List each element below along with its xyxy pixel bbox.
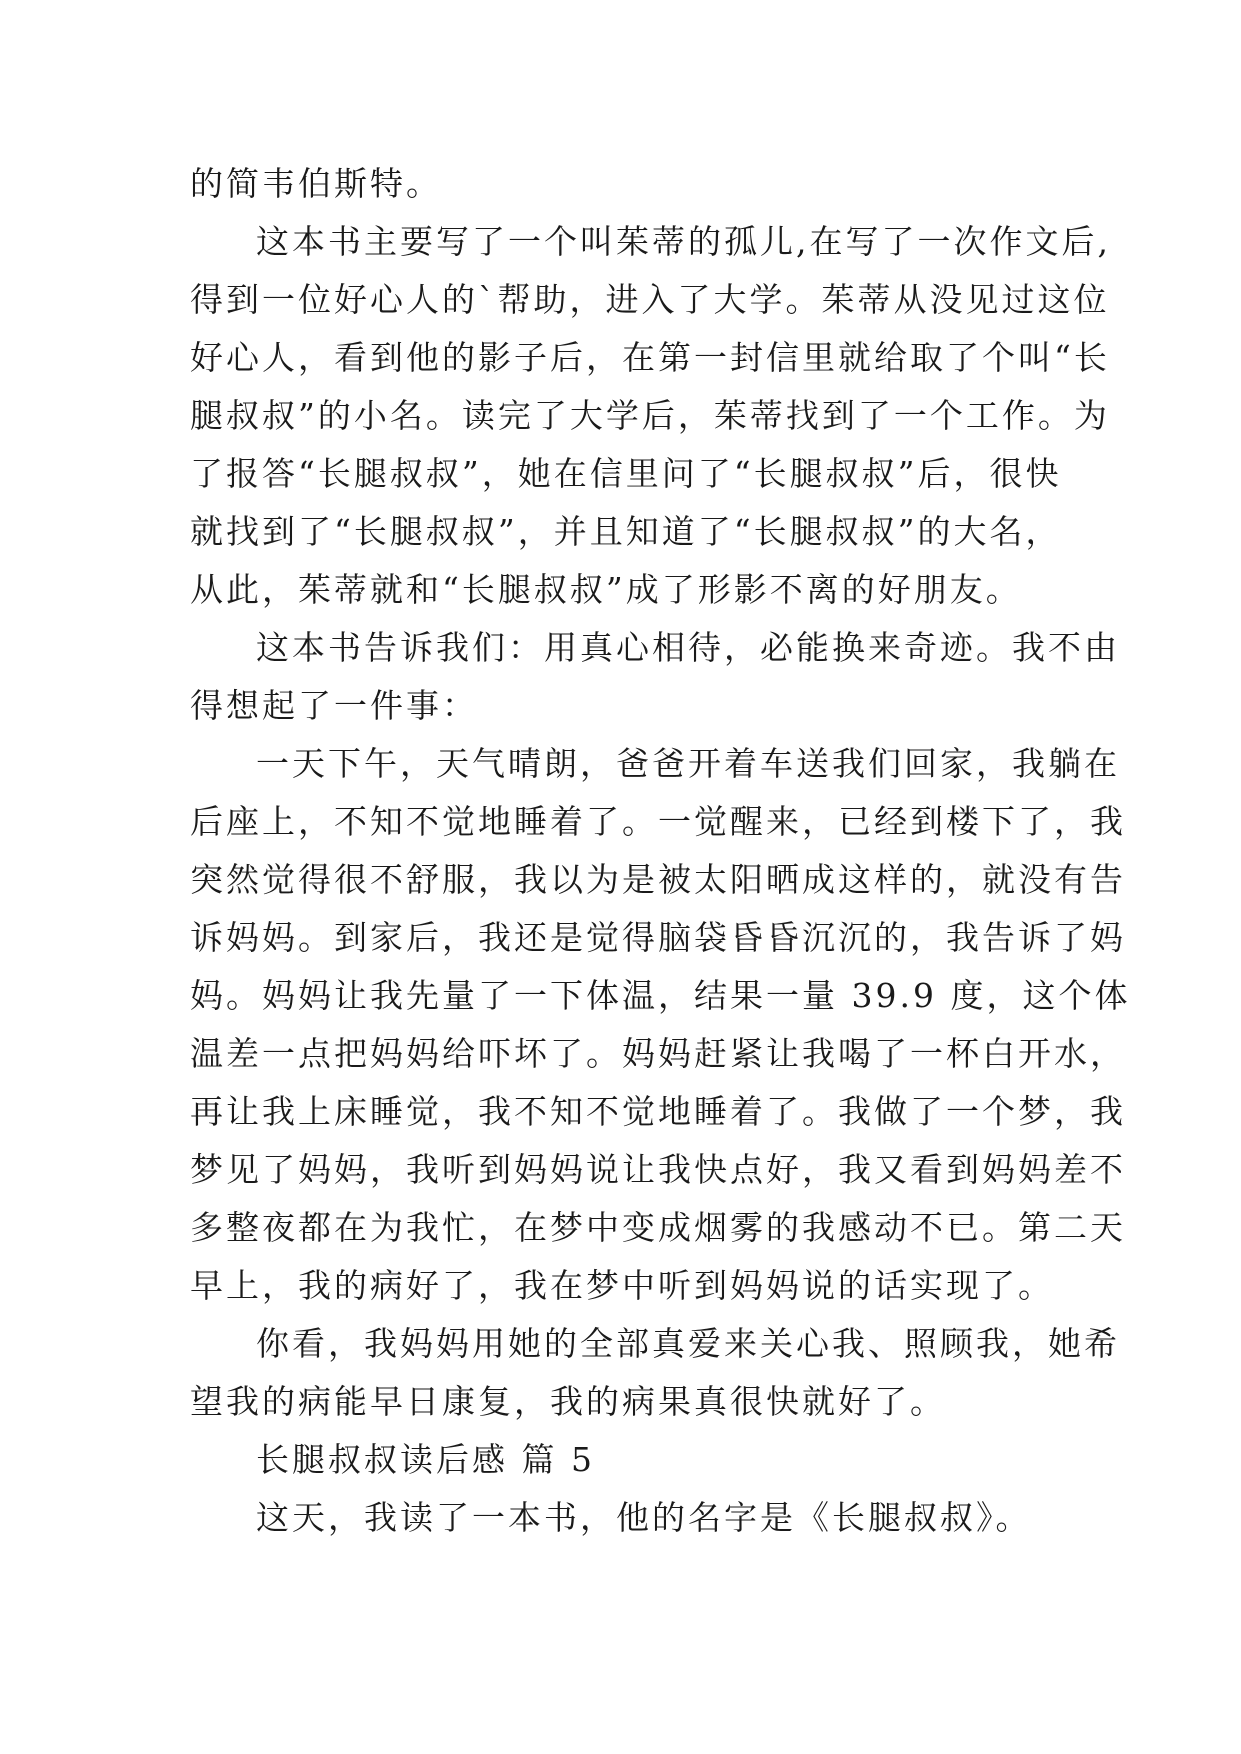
text-line: 诉妈妈。到家后，我还是觉得脑袋昏昏沉沉的，我告诉了妈: [190, 918, 1126, 957]
text-line: 的简韦伯斯特。: [190, 164, 442, 203]
section-heading: 长腿叔叔读后感 篇 5: [256, 1440, 595, 1479]
text-line: 你看，我妈妈用她的全部真爱来关心我、照顾我，她希: [256, 1324, 1120, 1363]
text-line: 温差一点把妈妈给吓坏了。妈妈赶紧让我喝了一杯白开水，: [190, 1034, 1126, 1073]
text-line: 妈。妈妈让我先量了一下体温，结果一量 39.9 度，这个体: [190, 976, 1131, 1015]
text-line: 得想起了一件事：: [190, 686, 478, 725]
text-line: 腿叔叔”的小名。读完了大学后，茱蒂找到了一个工作。为: [190, 396, 1110, 435]
text-line: 一天下午，天气晴朗，爸爸开着车送我们回家，我躺在: [256, 744, 1120, 783]
text-line: 就找到了“长腿叔叔”，并且知道了“长腿叔叔”的大名，: [190, 512, 1062, 551]
text-line: 得到一位好心人的`帮助，进入了大学。茱蒂从没见过这位: [190, 280, 1110, 319]
text-line: 了报答“长腿叔叔”，她在信里问了“长腿叔叔”后，很快: [190, 454, 1062, 493]
text-line: 从此，茱蒂就和“长腿叔叔”成了形影不离的好朋友。: [190, 570, 1022, 609]
text-line: 突然觉得很不舒服，我以为是被太阳晒成这样的，就没有告: [190, 860, 1126, 899]
text-line: 再让我上床睡觉，我不知不觉地睡着了。我做了一个梦，我: [190, 1092, 1126, 1131]
text-line: 这本书告诉我们：用真心相待，必能换来奇迹。我不由: [256, 628, 1120, 667]
text-line: 多整夜都在为我忙，在梦中变成烟雾的我感动不已。第二天: [190, 1208, 1126, 1247]
text-line: 早上，我的病好了，我在梦中听到妈妈说的话实现了。: [190, 1266, 1054, 1305]
text-line: 后座上，不知不觉地睡着了。一觉醒来，已经到楼下了，我: [190, 802, 1126, 841]
text-line: 好心人，看到他的影子后，在第一封信里就给取了个叫“长: [190, 338, 1110, 377]
document-body: [190, 155, 1131, 1547]
text-line: 望我的病能早日康复，我的病果真很快就好了。: [190, 1382, 946, 1421]
text-line: 这天，我读了一本书，他的名字是《长腿叔叔》。: [256, 1498, 1032, 1537]
text-line: 梦见了妈妈，我听到妈妈说让我快点好，我又看到妈妈差不: [190, 1150, 1126, 1189]
text-line: 这本书主要写了一个叫茱蒂的孤儿,在写了一次作文后,: [256, 222, 1111, 261]
